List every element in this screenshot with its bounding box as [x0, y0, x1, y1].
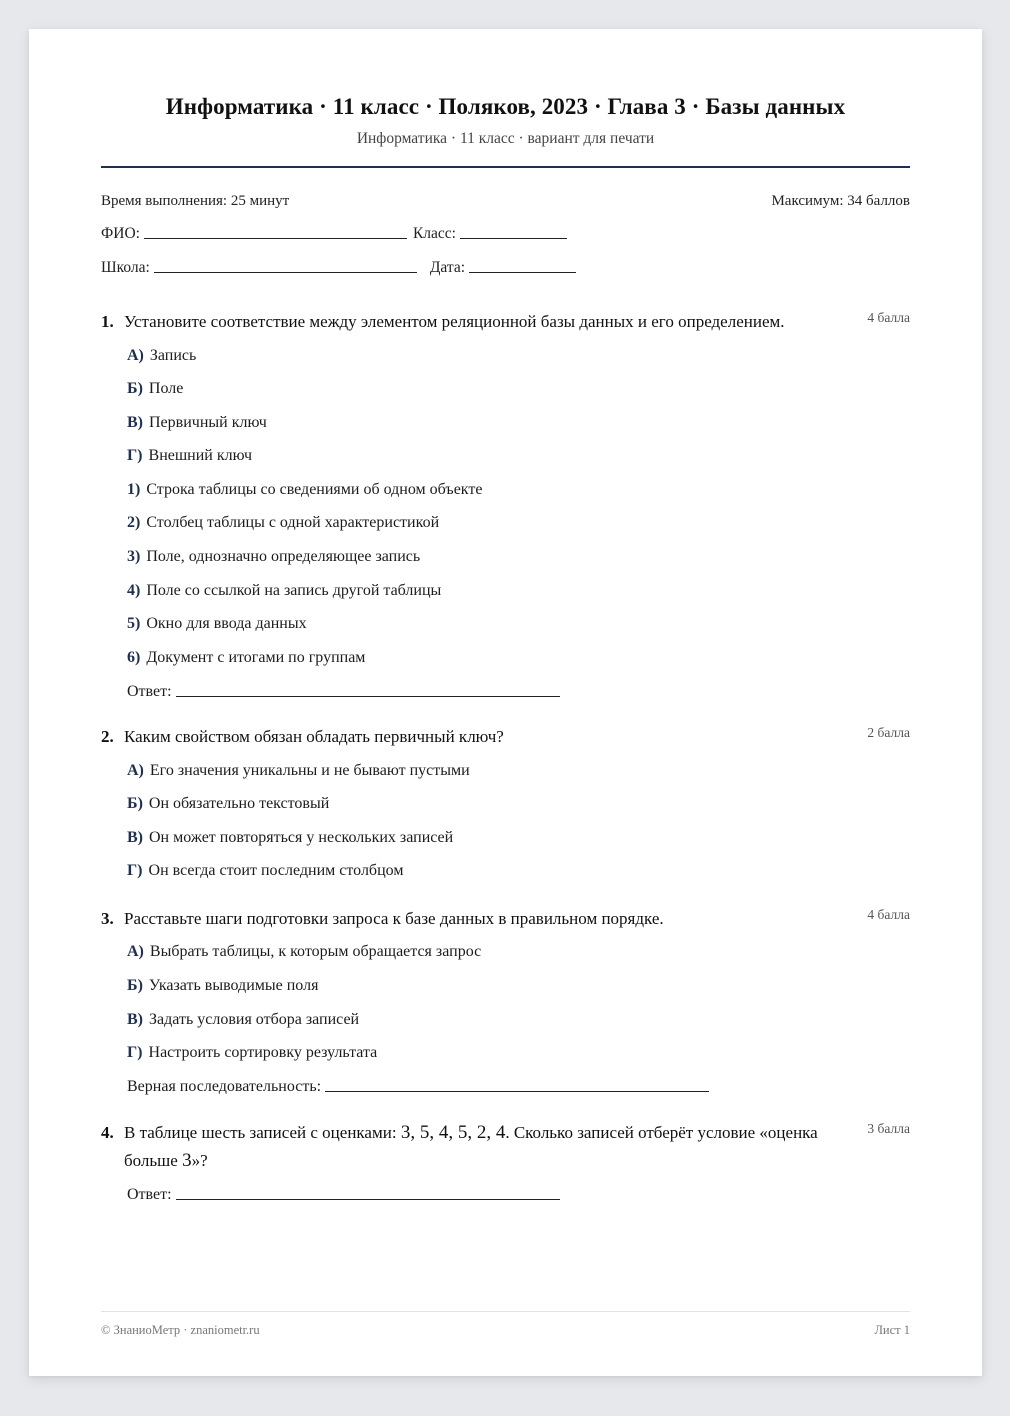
- option-text: Задать условия отбора записей: [149, 1011, 360, 1028]
- option-item: [127, 943, 481, 961]
- option-label: 4): [127, 582, 141, 599]
- date-input-line[interactable]: [469, 271, 576, 273]
- option-label: А): [127, 943, 144, 960]
- match-right-item: [127, 615, 307, 633]
- match-right-item: [127, 481, 482, 499]
- question-points: 2 балла: [867, 725, 910, 740]
- option-label: В): [127, 414, 143, 431]
- option-label: 2): [127, 514, 141, 531]
- question-text: Каким свойством обязан обладать первичный ключ?: [124, 727, 504, 746]
- question-3-header: [101, 905, 910, 933]
- match-left-item: [127, 414, 267, 432]
- option-label: 6): [127, 649, 141, 666]
- date-label: Дата:: [429, 259, 466, 276]
- option-text: Строка таблицы со сведениями об одном объекте: [146, 481, 483, 498]
- fio-input-line[interactable]: [144, 237, 407, 239]
- footer-rule: [101, 1311, 910, 1312]
- answer-input-line[interactable]: [176, 695, 560, 697]
- option-text: Поле: [148, 380, 184, 397]
- footer-copyright: © ЗнаниоМетр · znaniometr.ru: [101, 1323, 260, 1337]
- option-text: Столбец таблицы с одной характеристикой: [146, 514, 440, 531]
- class-input-line[interactable]: [460, 237, 567, 239]
- class-label: Класс:: [412, 225, 456, 242]
- option-label: Г): [127, 1044, 143, 1061]
- worksheet-page: [29, 29, 982, 1376]
- match-right-item: [127, 514, 439, 532]
- question-3: [101, 905, 910, 933]
- question-4-header: [101, 1119, 910, 1175]
- match-right-item: [127, 649, 365, 667]
- question-2: [101, 723, 910, 751]
- option-label: Г): [127, 862, 143, 879]
- match-right-item: [127, 582, 441, 600]
- page-number: Лист 1: [874, 1323, 910, 1337]
- option-label: 1): [127, 481, 141, 498]
- option-label: Б): [127, 977, 143, 994]
- question-number: 3.: [101, 909, 114, 928]
- option-label: А): [127, 347, 144, 364]
- meta-row: [101, 193, 910, 210]
- option-text: Указать выводимые поля: [148, 977, 319, 994]
- option-label: Г): [127, 447, 143, 464]
- option-label: А): [127, 762, 144, 779]
- fio-label: ФИО:: [101, 225, 140, 242]
- option-label: Б): [127, 380, 143, 397]
- option-text: Поле со ссылкой на запись другой таблицы: [146, 582, 442, 599]
- option-text: Запись: [149, 347, 197, 364]
- question-1-header: [101, 308, 910, 336]
- option-text: Первичный ключ: [149, 414, 267, 431]
- option-text: Выбрать таблицы, к которым обращается запрос: [149, 943, 482, 960]
- option-text: Внешний ключ: [148, 447, 253, 464]
- answer-row: [127, 1186, 566, 1204]
- option-item: [127, 1011, 359, 1029]
- option-text: Настроить сортировку результата: [148, 1044, 378, 1061]
- question-text: Расставьте шаги подготовки запроса к базе данных в правильном порядке.: [124, 909, 664, 928]
- time-limit: Время выполнения: 25 минут: [101, 193, 290, 209]
- question-points: 3 балла: [867, 1121, 910, 1136]
- answer-row: [127, 683, 566, 701]
- option-item: [127, 1044, 377, 1062]
- question-2-header: [101, 723, 910, 751]
- school-input-line[interactable]: [154, 271, 417, 273]
- school-date-row: [101, 259, 910, 277]
- grades-list: 3, 5, 4, 5, 2, 4: [400, 1122, 506, 1143]
- page-title: Информатика · 11 класс · Поляков, 2023 · Глава 3 · Базы данных: [165, 94, 846, 119]
- question-number: 1.: [101, 312, 114, 331]
- match-right-item: [127, 548, 420, 566]
- match-left-item: [127, 347, 196, 365]
- question-4: [101, 1119, 910, 1175]
- page-subtitle: Информатика · 11 класс · вариант для печати: [356, 130, 655, 147]
- question-text-part: В таблице шесть записей с оценками:: [124, 1123, 401, 1142]
- option-label: Б): [127, 795, 143, 812]
- answer-label: Ответ:: [127, 1186, 172, 1203]
- option-label: 3): [127, 548, 141, 565]
- option-text: Поле, однозначно определяющее запись: [146, 548, 421, 565]
- option-label: 5): [127, 615, 141, 632]
- threshold-value: 3: [182, 1150, 192, 1171]
- option-item: [127, 762, 470, 780]
- option-item: [127, 977, 318, 995]
- question-text: Установите соответствие между элементом реляционной базы данных и его определением.: [124, 312, 785, 331]
- match-left-item: [127, 380, 183, 398]
- answer-input-line[interactable]: [176, 1198, 560, 1200]
- question-number: 4.: [101, 1123, 114, 1142]
- option-item: [127, 829, 453, 847]
- question-text-part: »?: [191, 1151, 208, 1170]
- name-class-row: [101, 225, 910, 243]
- sequence-input-line[interactable]: [325, 1090, 709, 1092]
- answer-label: Ответ:: [127, 683, 172, 700]
- question-points: 4 балла: [867, 907, 910, 922]
- sequence-answer-row: [127, 1078, 715, 1096]
- option-text: Он всегда стоит последним столбцом: [148, 862, 404, 879]
- sequence-answer-label: Верная последовательность:: [127, 1078, 322, 1095]
- option-text: Он может повторяться у нескольких записей: [149, 829, 454, 846]
- option-text: Окно для ввода данных: [146, 615, 307, 632]
- option-label: В): [127, 829, 143, 846]
- header-rule: [101, 166, 910, 168]
- option-item: [127, 795, 329, 813]
- max-score: Максимум: 34 баллов: [771, 193, 910, 209]
- question-number: 2.: [101, 727, 114, 746]
- question-text-part: . Сколько записей отберёт условие «оценка больше: [124, 1123, 818, 1170]
- question-1: [101, 308, 910, 336]
- option-item: [127, 862, 403, 880]
- option-text: Он обязательно текстовый: [148, 795, 330, 812]
- match-left-item: [127, 447, 252, 465]
- question-points: 4 балла: [867, 310, 910, 325]
- option-label: В): [127, 1011, 143, 1028]
- option-text: Его значения уникальны и не бывают пустыми: [149, 762, 470, 779]
- school-label: Школа:: [101, 259, 150, 276]
- page-content: [101, 29, 910, 1376]
- option-text: Документ с итогами по группам: [146, 649, 366, 666]
